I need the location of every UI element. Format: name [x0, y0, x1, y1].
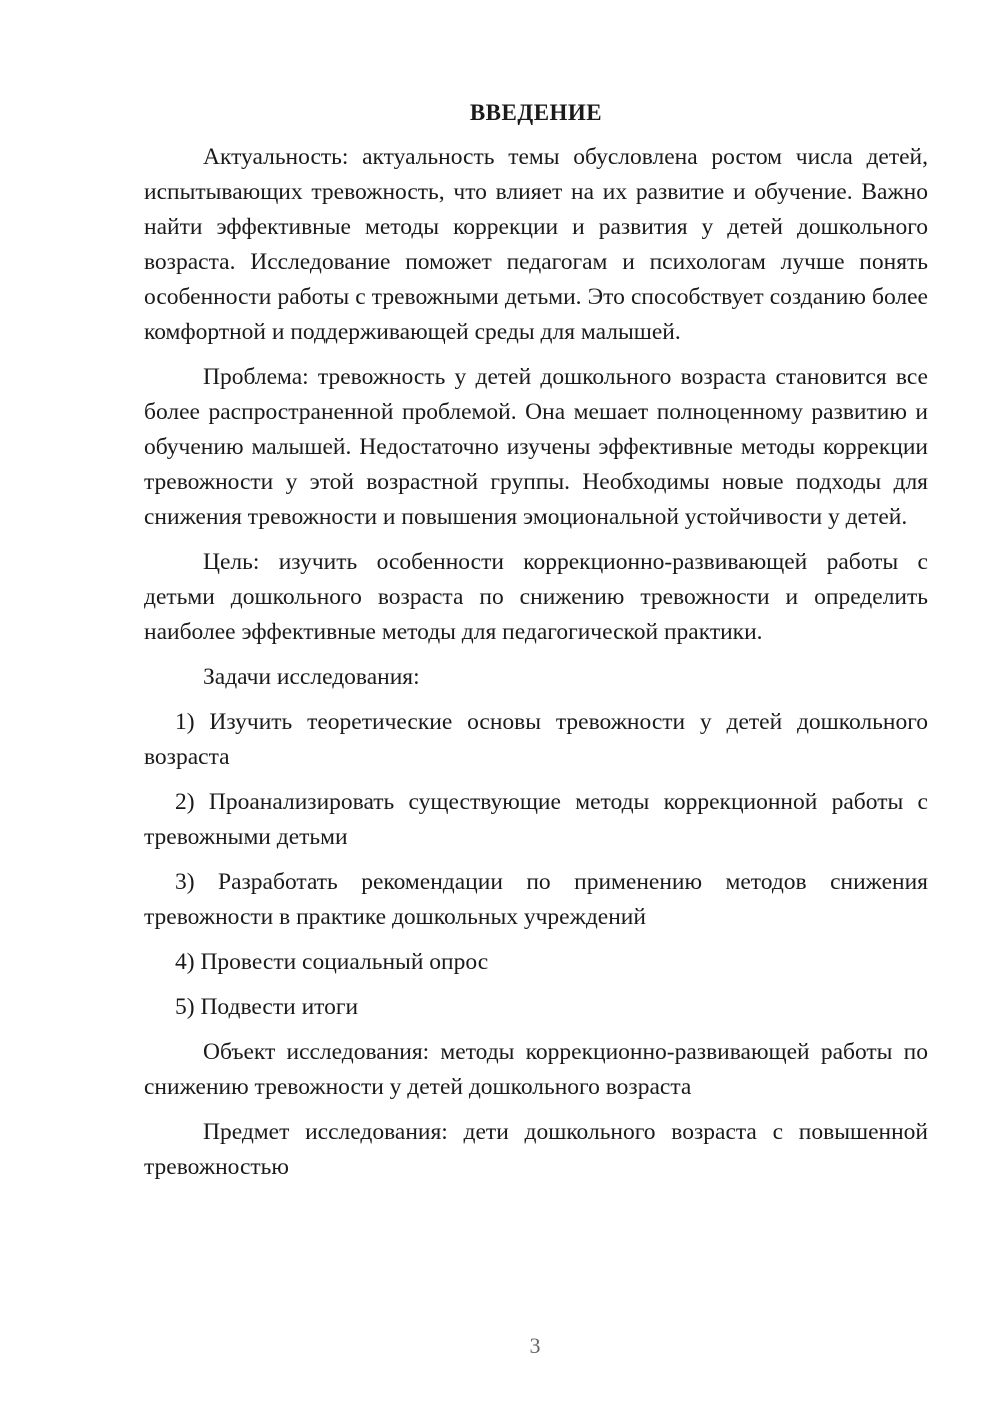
paragraph-object: Объект исследования: методы коррекционно-развивающей работы по снижению тревожности у детей дошкольного возраста [144, 1039, 928, 1100]
task-item-3: 3) Разработать рекомендации по применению методов снижения тревожности в практике дошкольных учреждений [144, 869, 928, 930]
paragraph-problem: Проблема: тревожность у детей дошкольного возраста становится все более распространенной проблемой. Она мешает полноценному развитию и обучению малышей. Недостаточно изучены эффективные методы коррекции тревожности у этой возрастной группы. Необходимы новые подходы для снижения тревожности и повышения эмоциональной устойчивости у детей. [144, 364, 928, 530]
paragraph-subject: Предмет исследования: дети дошкольного возраста с повышенной тревожностью [144, 1119, 928, 1180]
task-item-4: 4) Провести социальный опрос [175, 949, 489, 975]
page-body [144, 95, 928, 1195]
paragraph-relevance: Актуальность: актуальность темы обусловлена ростом числа детей, испытывающих тревожность, что влияет на их развитие и обучение. Важно найти эффективные методы коррекции и развития у детей дошкольного возраста. Исследование поможет педагогам и психологам лучше понять особенности работы с тревожными детьми. Это способствует созданию более комфортной и поддерживающей среды для малышей. [144, 144, 928, 345]
task-item-1: 1) Изучить теоретические основы тревожности у детей дошкольного возраста [144, 709, 928, 770]
task-item-5: 5) Подвести итоги [175, 994, 359, 1020]
page-title: ВВЕДЕНИЕ [469, 100, 603, 125]
page-number: 3 [529, 1333, 541, 1358]
tasks-heading: Задачи исследования: [203, 664, 420, 690]
paragraph-goal: Цель: изучить особенности коррекционно-развивающей работы с детьми дошкольного возраста по снижению тревожности и определить наиболее эффективные методы для педагогической практики. [144, 549, 928, 645]
task-item-2: 2) Проанализировать существующие методы коррекционной работы с тревожными детьми [144, 789, 928, 850]
